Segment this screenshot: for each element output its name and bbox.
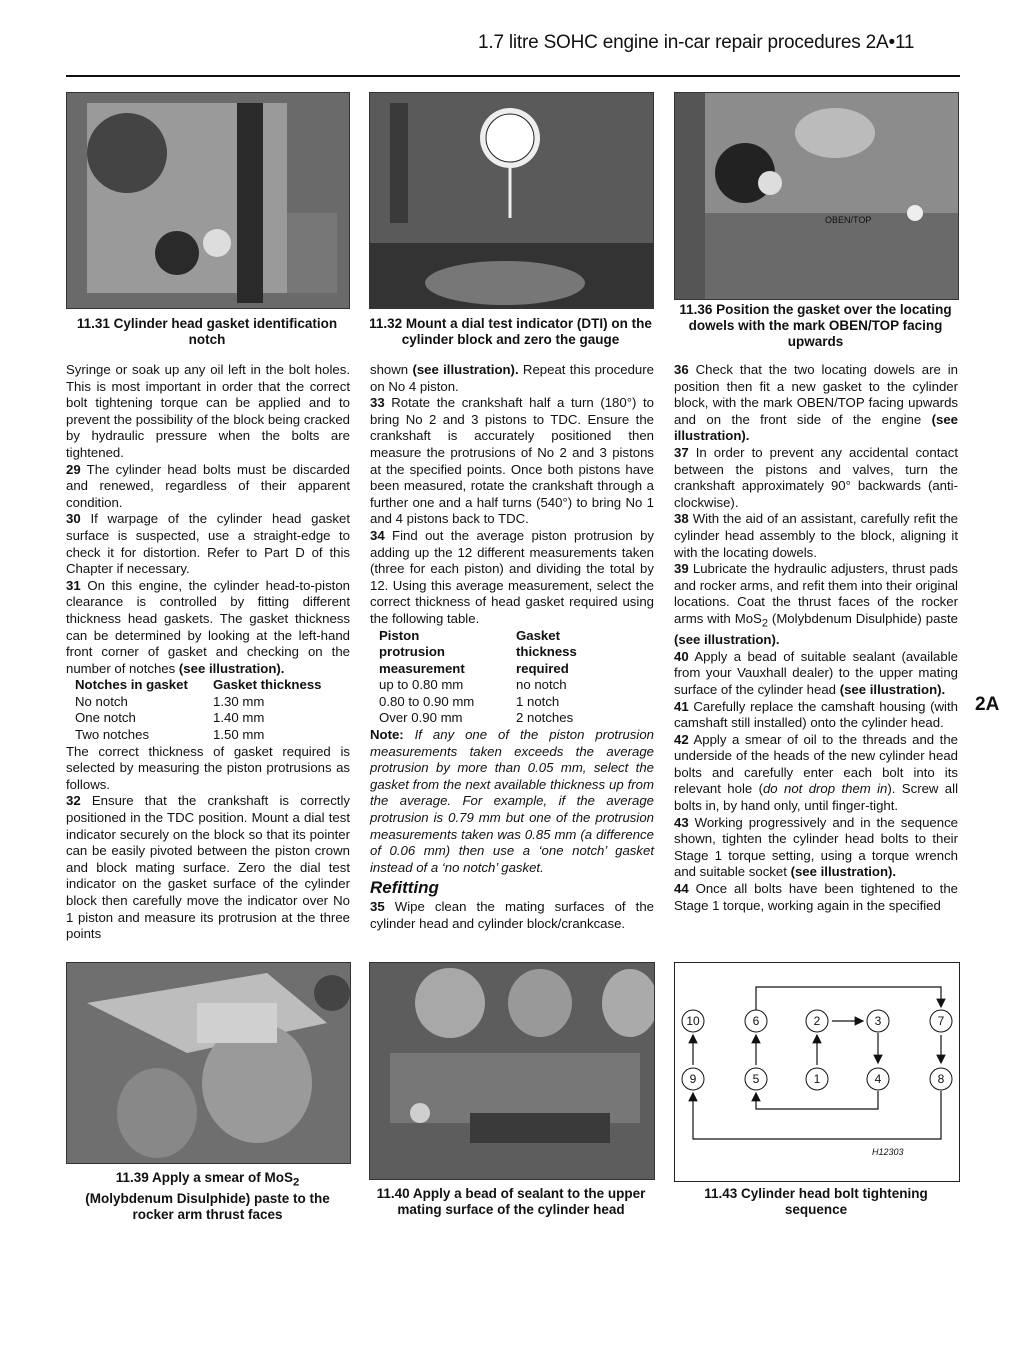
step-text: On this engine, the cylinder head-to-piston clearance is controlled by fitting different thickness head gaskets. The gasket thickness can be determined by looking at the left-hand front corner of gasket and checking on the number of notches — [66, 577, 350, 676]
text: Repeat this procedure on No 4 piston. — [370, 362, 654, 394]
step-37 — [674, 445, 958, 511]
illustration-ref: (see illustration). — [790, 864, 897, 880]
table-header: Gasket thickness — [213, 677, 322, 693]
note-text: If any one of the piston protrusion measurements taken exceeds the average protrusion by more than 0.05 mm, select the gasket from the next available thickness up from the average. For example, if the average protrusion is 0.79 mm but one of the protrusion measurements taken was 0.85 mm (a difference of 0.06 mm) then use a ‘one notch’ gasket instead of a ‘no notch’ gasket. — [370, 727, 654, 875]
step-30 — [66, 511, 350, 577]
step-number: 41 — [674, 698, 689, 714]
page-header: 1.7 litre SOHC engine in-car repair procedures 2A•11 — [478, 32, 915, 53]
step-text: In order to prevent any accidental contact between the pistons and valves, turn the crankshaft approximately 90° backwards (anti-clockwise). — [674, 444, 958, 510]
step-number: 36 — [674, 362, 689, 377]
bolt-label: 3 — [874, 1014, 882, 1028]
step-number: 31 — [66, 577, 81, 593]
text-column-2 — [370, 362, 654, 932]
table-header: Notches in gasket — [75, 677, 188, 693]
header-rule — [66, 75, 960, 77]
bolt-label: 5 — [752, 1072, 760, 1086]
step-44 — [674, 881, 958, 914]
table-cell: no notch — [516, 677, 567, 693]
step-number: 39 — [674, 561, 689, 577]
caption-11-32: 11.32 Mount a dial test indicator (DTI) on the cylinder block and zero the gauge — [369, 316, 652, 347]
table-cell: Over 0.90 mm — [379, 710, 463, 726]
gasket-dowels-image — [675, 93, 958, 299]
chapter-tab: 2A — [975, 694, 1000, 715]
step-text: ). Screw all bolts in, by hand only, until finger-tight. — [674, 781, 958, 814]
step-29 — [66, 462, 350, 512]
step-43 — [674, 815, 958, 881]
table-cell: 2 notches — [516, 710, 574, 726]
photo-gasket-notch — [66, 92, 350, 309]
oben-top-mark: OBEN/TOP — [825, 215, 872, 225]
photo-rocker-arm — [66, 962, 351, 1164]
table-header: required — [516, 660, 569, 676]
paragraph-bolt-holes: Syringe or soak up any oil left in the bolt holes. This is most important in order that the correct bolt tightening torque can be applied and to prevent the possibility of the block being cracked by hydraulic pressure when the bolts are tightened. — [66, 362, 350, 460]
bolt-label: 8 — [937, 1072, 945, 1086]
bolt-label: 9 — [689, 1072, 697, 1086]
step-text: Working progressively and in the sequence shown, tighten the cylinder head bolts to their Stage 1 torque setting, using a torque wrench and suitable socket — [674, 814, 958, 880]
step-text: Apply a smear of oil to the threads and the underside of the heads of the new cylinder head bolts and carefully enter each bolt into its relevant hole ( — [674, 731, 958, 797]
step-number: 37 — [674, 444, 689, 460]
illustration-ref: (see illustration). — [178, 660, 285, 676]
illustration-ref: (see illustration). — [674, 411, 958, 444]
text: shown — [370, 362, 413, 377]
table-cell: 1.30 mm — [213, 693, 265, 709]
notch-thickness-table — [66, 677, 350, 743]
illustration-ref: (see illustration). — [674, 632, 780, 648]
step-number: 35 — [370, 899, 385, 914]
sealant-image — [370, 963, 654, 1179]
step-text: Once all bolts have been tightened to the Stage 1 torque, working again in the specified — [674, 881, 958, 913]
paragraph-continued — [370, 362, 654, 395]
bolt-label: 1 — [813, 1072, 821, 1086]
step-number: 40 — [674, 648, 689, 664]
bolt-sequence-diagram — [674, 962, 960, 1182]
caption-11-31: 11.31 Cylinder head gasket identification notch — [76, 316, 338, 347]
table-cell: 0.80 to 0.90 mm — [379, 693, 475, 709]
step-number: 38 — [674, 511, 689, 527]
photo-sealant — [369, 962, 655, 1180]
note — [370, 727, 654, 876]
step-33 — [370, 395, 654, 528]
step-number: 29 — [66, 461, 81, 477]
step-text: Ensure that the crankshaft is correctly positioned in the TDC position. Mount a dial test indicator securely on the block so that its pointer can be easily pivoted between the piston crown and block mating surface. Zero the dial test indicator on the gasket surface of the cylinder block then carefully move the indicator over No 1 piston and measure its protrusion at the three points — [66, 793, 350, 942]
step-text: Carefully replace the camshaft housing (with camshaft still installed) onto the cylinder head. — [674, 698, 958, 731]
gasket-notch-image — [67, 93, 349, 308]
step-text: Rotate the crankshaft half a turn (180°) to bring No 2 and 3 pistons to TDC. Ensure the crankshaft is accurately positioned then measure the protrusions of No 2 and 3 pistons at the specified points. Once both pistons have been measured, rotate the crankshaft through a further one and a half turns (540°) to bring No 1 and 4 pistons back to TDC. — [370, 395, 654, 527]
table-cell: up to 0.80 mm — [379, 677, 464, 693]
table-cell: One notch — [75, 710, 136, 726]
step-text: Find out the average piston protrusion by adding up the 12 different measurements taken (three for each piston) and dividing the total by 12. Using this average measurement, select the correct thickness of head gasket required using the following table. — [370, 527, 654, 626]
step-38 — [674, 511, 958, 561]
photo-gasket-dowels — [674, 92, 959, 300]
step-40 — [674, 649, 958, 699]
table-cell: 1 notch — [516, 693, 560, 709]
step-text: Wipe clean the mating surfaces of the cylinder head and cylinder block/crankcase. — [370, 899, 654, 931]
table-header: measurement — [379, 660, 465, 676]
table-cell: 1.40 mm — [213, 710, 265, 726]
italic-text: do not drop them in — [762, 781, 888, 797]
text-column-1 — [66, 362, 350, 943]
illustration-ref: (see illustration). — [839, 681, 946, 697]
step-number: 32 — [66, 793, 81, 809]
step-text: If warpage of the cylinder head gasket surface is suspected, use a straight-edge to check it for distortion. Refer to Part D of this Chapter if necessary. — [66, 511, 350, 577]
step-number: 44 — [674, 881, 689, 897]
dial-indicator-image — [370, 93, 653, 308]
caption-11-36: 11.36 Position the gasket over the locating dowels with the mark OBEN/TOP facing upwards — [679, 302, 952, 349]
subscript: 2 — [293, 1176, 300, 1189]
bolt-label: 6 — [752, 1014, 760, 1028]
caption-11-40: 11.40 Apply a bead of sealant to the upper mating surface of the cylinder head — [376, 1186, 646, 1217]
table-header: Gasket — [516, 627, 560, 643]
step-text: With the aid of an assistant, carefully refit the cylinder head assembly to the block, aligning it with the locating dowels. — [674, 511, 958, 560]
bolt-label: 7 — [937, 1014, 945, 1028]
step-35 — [370, 899, 654, 932]
caption-11-43: 11.43 Cylinder head bolt tightening sequence — [704, 1186, 928, 1217]
section-heading-refitting: Refitting — [370, 878, 439, 898]
step-number: 33 — [370, 395, 385, 411]
step-41 — [674, 699, 958, 732]
step-text: Check that the two locating dowels are in position then fit a new gasket to the cylinder block, with the mark OBEN/TOP facing upwards and on the front side of the engine — [674, 362, 958, 427]
step-32 — [66, 793, 350, 942]
bolt-label: 2 — [813, 1014, 821, 1028]
table-header: thickness — [516, 644, 577, 660]
photo-dial-indicator — [369, 92, 654, 309]
table-header: protrusion — [379, 644, 445, 660]
caption-text: 11.39 Apply a smear of MoS — [115, 1170, 294, 1185]
table-header: Piston — [379, 627, 420, 643]
step-34 — [370, 528, 654, 628]
bolt-label: 4 — [874, 1072, 882, 1086]
caption-text: (Molybdenum Disulphide) paste to the rocker arm thrust faces — [85, 1190, 330, 1222]
step-31 — [66, 578, 350, 678]
step-text: Lubricate the hydraulic adjusters, thrust pads and rocker arms, and refit them into their original locations. Coat the thrust faces of the rocker arms with MoS — [674, 561, 958, 626]
bolt-label: 10 — [686, 1014, 700, 1028]
table-cell: 1.50 mm — [213, 727, 265, 743]
protrusion-table — [370, 628, 654, 728]
paragraph-selection: The correct thickness of gasket required is selected by measuring the piston protrusions as follows. — [66, 743, 350, 792]
text-column-3 — [674, 362, 958, 914]
rocker-arm-image — [67, 963, 350, 1163]
note-label: Note: — [370, 727, 404, 743]
step-text: Apply a bead of suitable sealant (available from your Vauxhall dealer) to the upper mating surface of the cylinder head — [674, 648, 958, 697]
step-number: 43 — [674, 814, 689, 830]
step-36 — [674, 362, 958, 445]
subscript: 2 — [761, 617, 768, 630]
table-cell: No notch — [75, 693, 128, 709]
step-number: 42 — [674, 731, 689, 747]
step-42 — [674, 732, 958, 815]
step-text: The cylinder head bolts must be discarded and renewed, regardless of their apparent condition. — [66, 461, 350, 510]
diagram-code: H12303 — [872, 1147, 904, 1157]
step-number: 30 — [66, 511, 81, 527]
bolt-sequence-svg — [675, 963, 959, 1181]
step-39 — [674, 561, 958, 649]
table-cell: Two notches — [75, 727, 150, 743]
illustration-ref: (see illustration). — [412, 362, 519, 377]
step-text: (Molybdenum Disulphide) paste — [767, 610, 958, 626]
step-number: 34 — [370, 527, 385, 543]
caption-11-39 — [66, 1170, 349, 1223]
